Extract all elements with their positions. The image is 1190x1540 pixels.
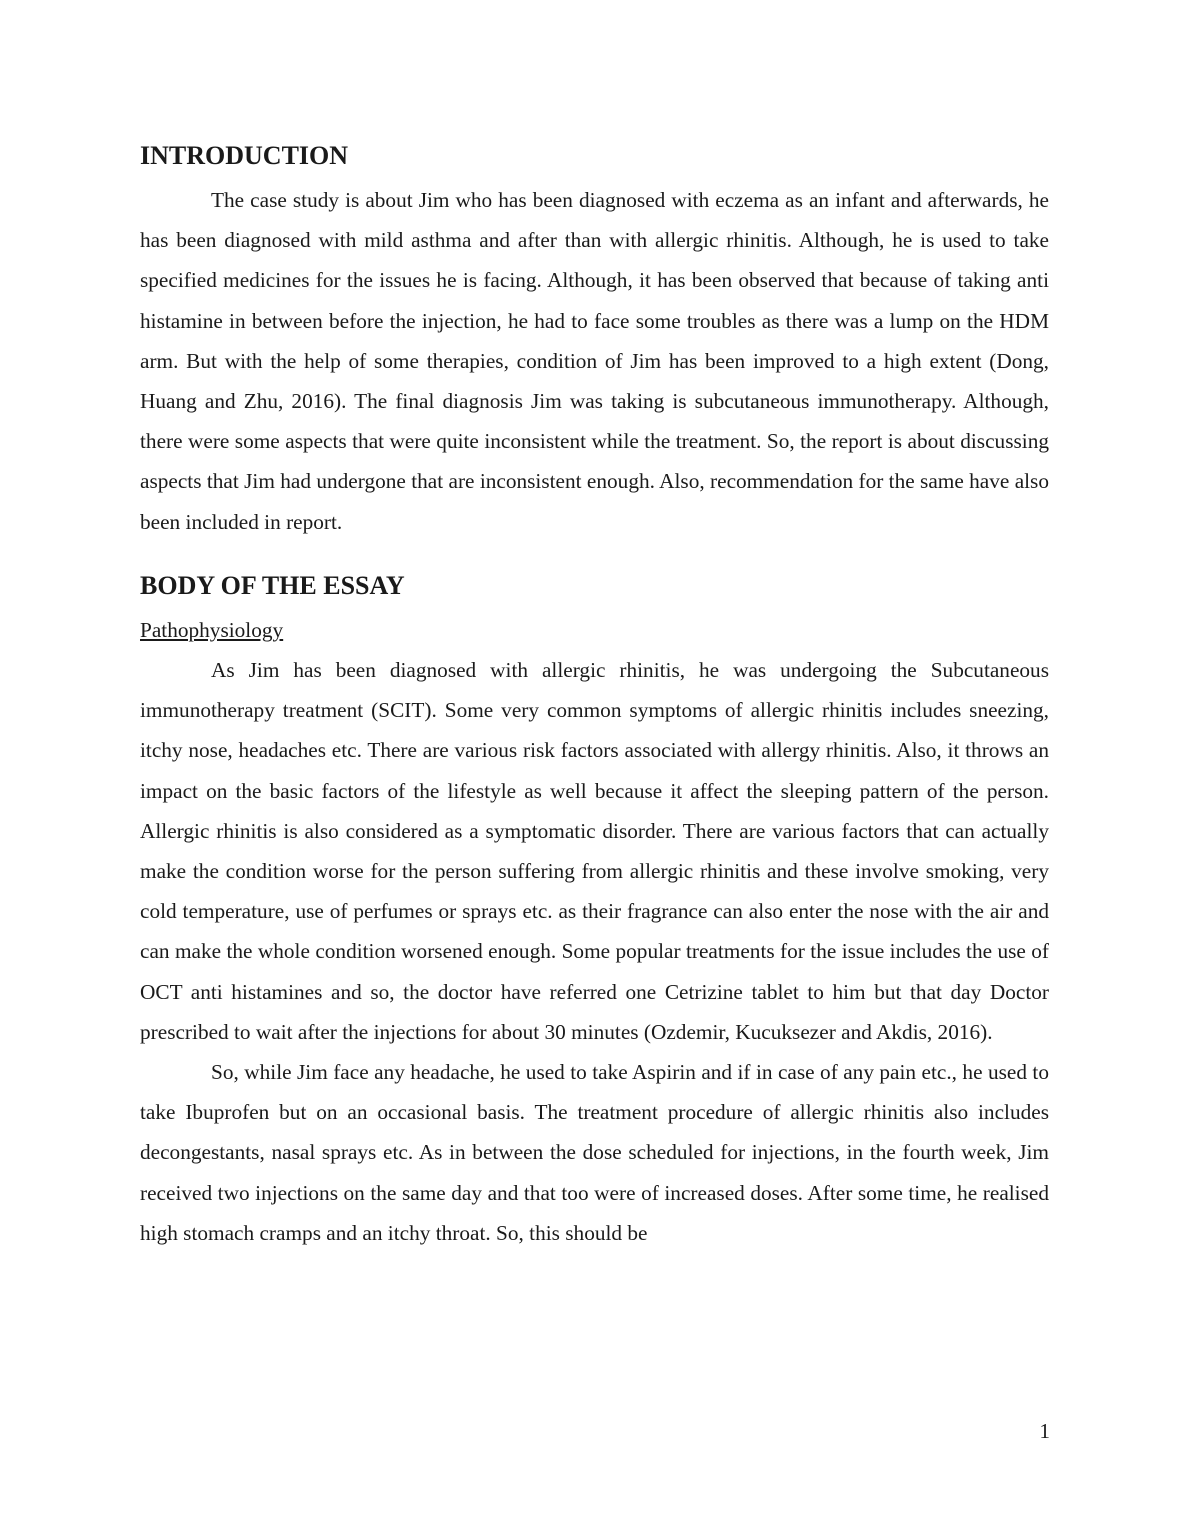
body-heading: BODY OF THE ESSAY xyxy=(140,570,405,600)
introduction-heading: INTRODUCTION xyxy=(140,141,349,170)
page-number: 1 xyxy=(1039,1419,1050,1443)
introduction-paragraph: The case study is about Jim who has been diagnosed with eczema as an infant and afterwards, he has been diagnosed with mild asthma and after than with allergic rhinitis. Although, he is used to take specified medicines for the issues he is facing. Although, it has been observed that because of taking anti histamine in between before the injection, he had to face some troubles as there was a lump on the HDM arm. But with the help of some therapies, condition of Jim has been improved to a high extent (Dong, Huang and Zhu, 2016). The final diagnosis Jim was taking is subcutaneous immunotherapy. Although, there were some aspects that were quite inconsistent while the treatment. So, the report is about discussing aspects that Jim had undergone that are inconsistent enough. Also, recommendation for the same have also been included in report. xyxy=(140,188,1049,534)
body-paragraph-1: As Jim has been diagnosed with allergic rhinitis, he was undergoing the Subcutaneous immunotherapy treatment (SCIT). Some very common symptoms of allergic rhinitis includes sneezing, itchy nose, headaches etc. There are various risk factors associated with allergy rhinitis. Also, it throws an impact on the basic factors of the lifestyle as well because it affect the sleeping pattern of the person. Allergic rhinitis is also considered as a symptomatic disorder. There are various factors that can actually make the condition worse for the person suffering from allergic rhinitis and these involve smoking, very cold temperature, use of perfumes or sprays etc. as their fragrance can also enter the nose with the air and can make the whole condition worsened enough. Some popular treatments for the issue includes the use of OCT anti histamines and so, the doctor have referred one Cetrizine tablet to him but that day Doctor prescribed to wait after the injections for about 30 minutes (Ozdemir, Kucuksezer and Akdis, 2016). xyxy=(140,658,1049,1044)
body-paragraph-2: So, while Jim face any headache, he used to take Aspirin and if in case of any pain etc., he used to take Ibuprofen but on an occasional basis. The treatment procedure of allergic rhinitis also includes decongestants, nasal sprays etc. As in between the dose scheduled for injections, in the fourth week, Jim received two injections on the same day and that too were of increased doses. After some time, he realised high stomach cramps and an itchy throat. So, this should be xyxy=(140,1060,1049,1245)
document-page xyxy=(140,136,1049,1253)
pathophysiology-subheading: Pathophysiology xyxy=(140,617,284,642)
